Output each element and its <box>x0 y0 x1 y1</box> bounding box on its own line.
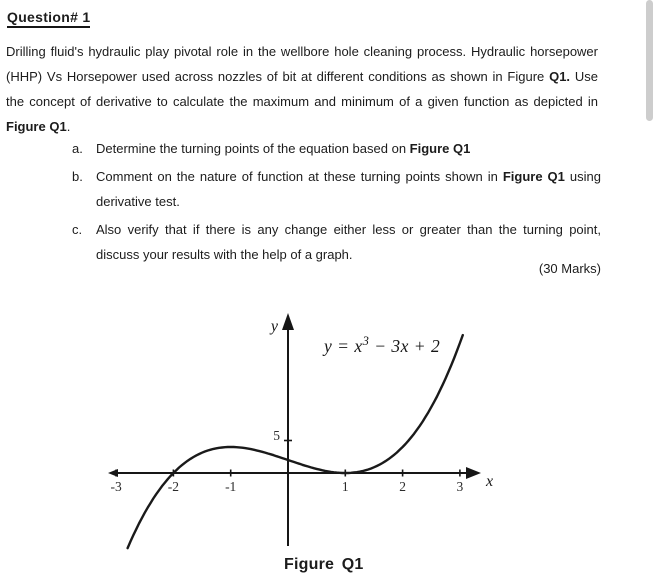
list-item-marker: b. <box>72 169 83 184</box>
marks-label: (30 Marks) <box>538 261 601 276</box>
question-paragraph: Drilling fluid's hydraulic play pivotal role in the wellbore hole cleaning process. Hydraulic horsepower (HHP) Vs Horsepower used across nozzles of bit at different conditions as shown in Figure Q1. Use the concept of derivative to calculate the maximum and minimum of a given function as depicted in Figure Q1. <box>6 44 598 134</box>
x-axis-tick-label: 3 <box>456 479 464 494</box>
list-item-marker: c. <box>72 222 83 237</box>
list-item-b <box>72 164 602 214</box>
y-axis-tick-label: 5 <box>273 428 280 443</box>
list-item-text: Determine the turning points of the equation based on Figure Q1 <box>96 141 471 156</box>
equation-label: $y = x^3 - 3x + 2$ <box>324 334 441 356</box>
list-item-a <box>72 136 602 161</box>
y-axis-label: y <box>270 318 278 335</box>
list-item-c <box>72 217 602 267</box>
x-axis-tick-label: -1 <box>225 479 237 494</box>
x-axis-tick-label: 2 <box>399 479 406 494</box>
x-axis-tick-label: -2 <box>167 479 180 494</box>
function-curve <box>128 335 463 548</box>
x-axis-label: x <box>486 473 494 490</box>
list-item-text: Also verify that if there is any change either less or greater than the turning point, discuss your results with the help of a graph. <box>96 222 601 262</box>
list-item-marker: a. <box>72 141 83 156</box>
list-item-text: Comment on the nature of function at these turning points shown in Figure Q1 using derivative test. <box>96 169 601 209</box>
figure-caption: Figure Q1 <box>284 556 364 573</box>
scrollbar-thumb[interactable] <box>646 0 653 121</box>
function-plot <box>90 300 520 558</box>
figure-q1 <box>90 300 520 558</box>
question-list <box>72 136 602 270</box>
question-heading: Question# 1 <box>7 9 90 28</box>
y-axis-top-arrow-icon <box>282 313 294 330</box>
x-axis-right-arrow-icon <box>466 467 481 479</box>
x-axis-tick-label: -3 <box>110 479 122 494</box>
x-axis-tick-label: 1 <box>341 479 349 494</box>
